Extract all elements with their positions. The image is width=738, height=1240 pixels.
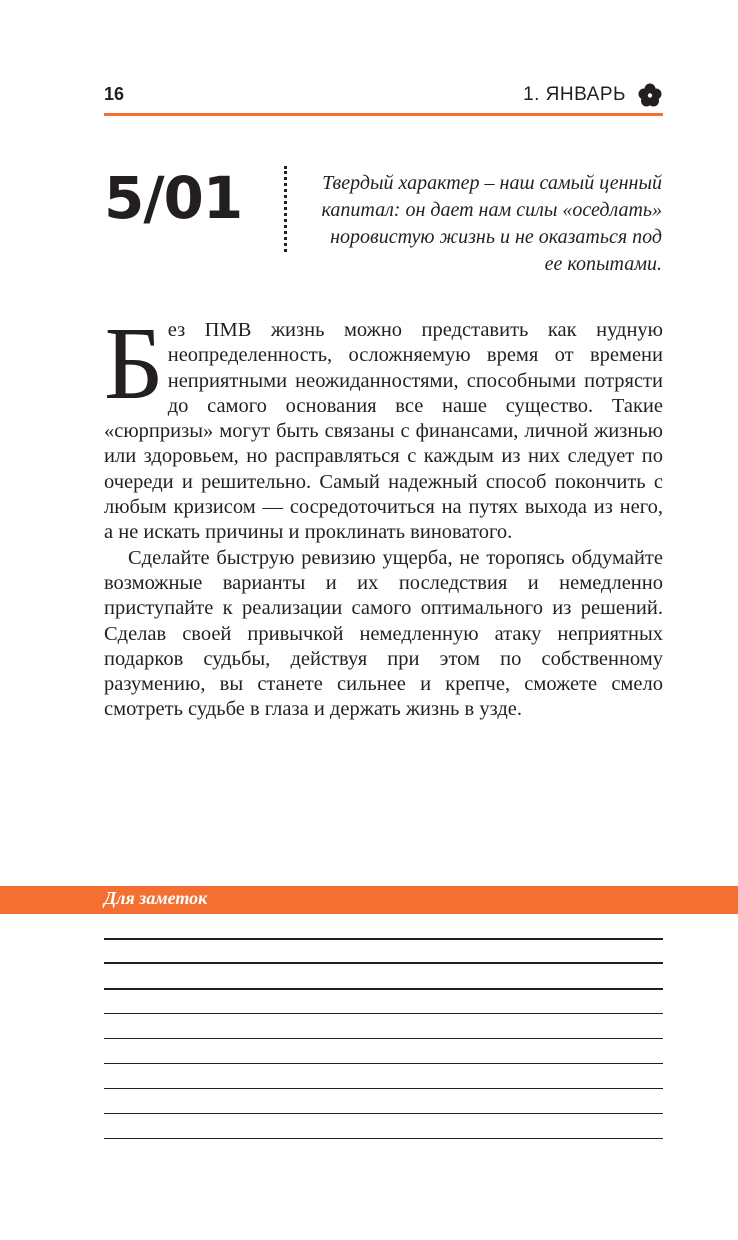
epigraph-quote: Твердый характер – наш самый ценный капитал: он дает нам силы «оседлать» норовистую жизнь и не оказаться под ее копытами. — [321, 172, 662, 275]
note-line[interactable] — [104, 1138, 663, 1139]
note-line[interactable] — [104, 1088, 663, 1089]
notes-label: Для заметок — [104, 888, 208, 908]
note-line[interactable] — [104, 988, 663, 990]
note-line[interactable] — [104, 1013, 663, 1014]
chapter-title: 1. ЯНВАРЬ — [523, 84, 626, 105]
dotted-separator — [284, 166, 287, 252]
paragraph-1-text: ез ПМВ жизнь можно представить как нудную неопределенность, осложняемую время от времени неприятными неожиданностями, способными потрясти до самого основания все наше существо. Такие «сюрпризы» могут быть связаны с финансами, личной жизнью или здоровьем, но расправляться с каждым из них следует по очереди и решительно. Самый надежный способ покончить с любым кризисом — сосредоточиться на путях выхода из него, а не искать причины и проклинать виноватого. — [104, 319, 663, 544]
note-line[interactable] — [104, 962, 663, 964]
page-number: 16 — [104, 84, 125, 104]
note-line[interactable] — [104, 1113, 663, 1114]
paragraph-2: Сделайте быструю ревизию ущерба, не торопясь обдумайте возможные варианты и их последствия и немедленно приступайте к реализации самого оптимального из решений. Сделав своей привычкой немедленную атаку неприятных подарков судьбы, действуя при этом по собственному разумению, вы станете сильнее и крепче, сможете смело смотреть судьбе в глаза и держать жизнь в узде. — [104, 546, 663, 721]
note-line[interactable] — [104, 1038, 663, 1039]
paragraph-1 — [104, 306, 663, 546]
drop-cap: Б — [104, 306, 164, 421]
note-line[interactable] — [104, 1063, 663, 1064]
flower-icon — [636, 83, 664, 107]
article-body — [104, 306, 663, 723]
note-line[interactable] — [104, 938, 663, 940]
header-divider — [104, 113, 663, 116]
entry-date: 5/01 — [104, 164, 243, 232]
